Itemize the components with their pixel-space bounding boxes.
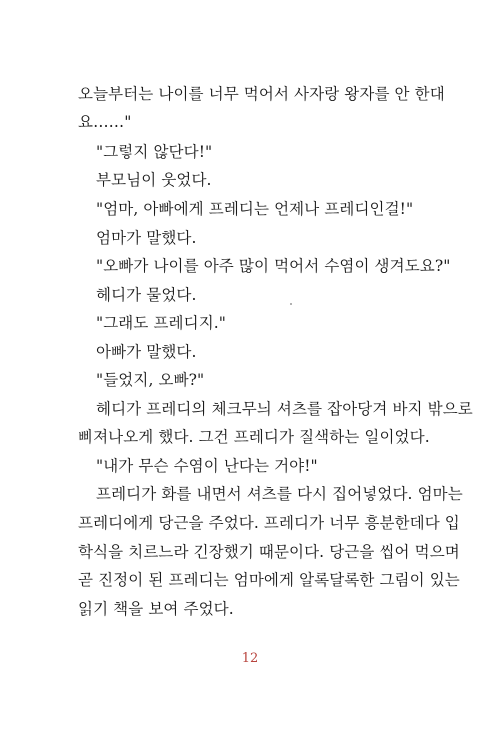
- text-line-7: "오빠가 나이를 아주 많이 먹어서 수염이 생겨도요?": [96, 257, 451, 275]
- text-line-9: "그래도 프레디지.": [96, 314, 227, 332]
- text-line-16: 프레디에게 당근을 주었다. 프레디가 너무 흥분한데다 입: [78, 514, 460, 532]
- text-line-3: "그렇지 않단다!": [96, 143, 213, 161]
- text-line-10: 아빠가 말했다.: [96, 343, 197, 361]
- page-number: 12: [241, 651, 259, 666]
- text-line-18: 곧 진정이 된 프레디는 엄마에게 알록달록한 그림이 있는: [78, 571, 460, 589]
- text-line-12: 헤디가 프레디의 체크무늬 셔츠를 잡아당겨 바지 밖으로: [96, 400, 473, 418]
- text-line-2: 요……": [78, 113, 132, 131]
- text-line-6: 엄마가 말했다.: [96, 229, 197, 247]
- text-line-8: 헤디가 물었다.: [96, 286, 197, 304]
- text-line-15: 프레디가 화를 내면서 셔츠를 다시 집어넣었다. 엄마는: [96, 485, 463, 503]
- text-line-4: 부모님이 웃었다.: [96, 171, 212, 189]
- text-line-19: 읽기 책을 보여 주었다.: [78, 600, 234, 618]
- text-line-1: 오늘부터는 나이를 너무 먹어서 사자랑 왕자를 안 한대: [78, 85, 445, 103]
- paper-speck: [290, 303, 292, 305]
- text-line-13: 삐져나오게 했다. 그건 프레디가 질색하는 일이었다.: [78, 428, 430, 446]
- text-line-5: "엄마, 아빠에게 프레디는 언제나 프레디인걸!": [96, 200, 414, 218]
- text-line-11: "들었지, 오빠?": [96, 371, 205, 389]
- text-line-14: "내가 무슨 수염이 난다는 거야!": [96, 457, 318, 475]
- text-line-17: 학식을 치르느라 긴장했기 때문이다. 당근을 씹어 먹으며: [78, 543, 460, 561]
